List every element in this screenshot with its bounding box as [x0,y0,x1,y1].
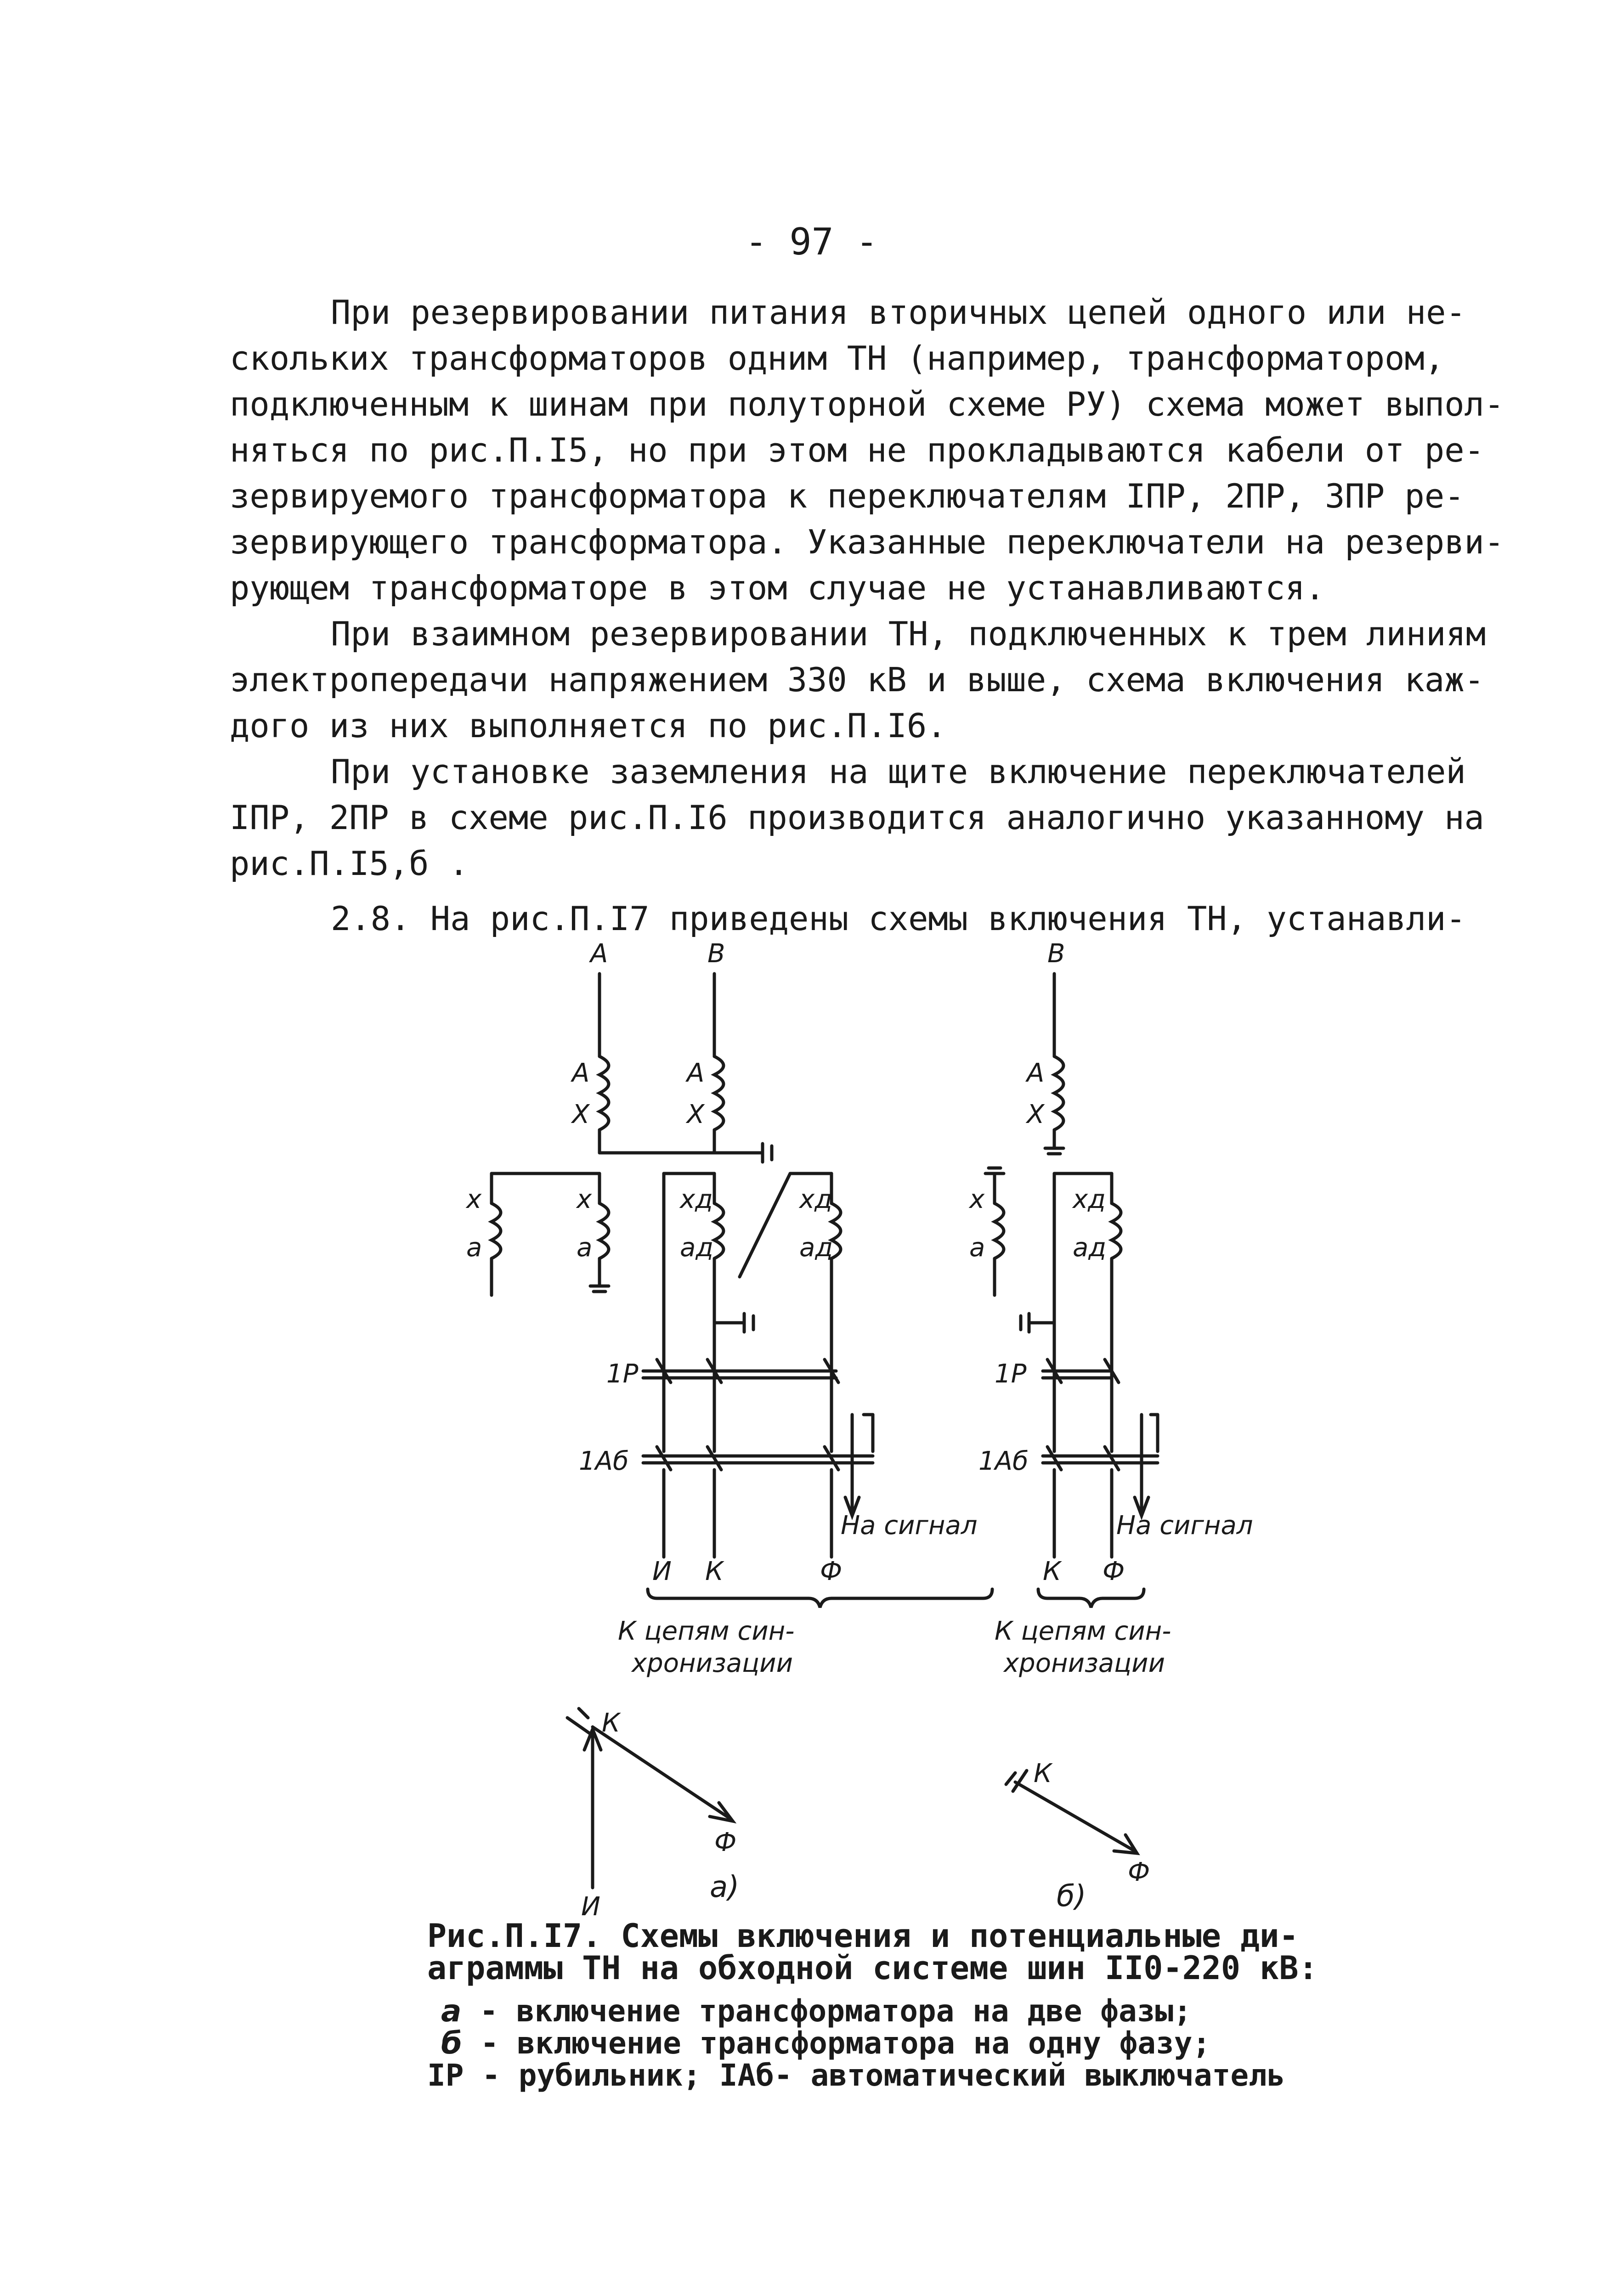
brace-a [648,1589,992,1608]
secondary-coil-1 [492,1203,501,1258]
vector-diagram-a [567,1709,733,1888]
paragraph-line: электропередачи напряжением 330 кВ и выше, схема включения каж- [230,660,1484,699]
paragraph-line: 2.8. На рис.П.I7 приведены схемы включения ТН, устанавли- [331,899,1466,938]
label-sync-a-2: хронизации [632,1648,793,1678]
label-sec-a-2: a [577,1233,593,1263]
label-auto-switch-a: 1Аб [579,1446,629,1476]
label-add-a: aд [1073,1233,1107,1263]
paragraph-line: няться по рис.П.I5, но при этом не прокладываются кабели от ре- [230,431,1484,469]
paragraph-line: зервируемого трансформатора к переключателям IПР, 2ПР, 3ПР ре- [230,477,1465,515]
label-terminal-i: И [652,1557,672,1586]
legend-text: - рубильник; IАб- автоматический выключатель [464,2058,1285,2093]
label-figure-a: а) [710,1870,740,1904]
paragraph-line: зервирующего трансформатора. Указанные переключатели на резерви- [230,523,1504,561]
label-sec-a: a [969,1233,985,1263]
label-add-a-2: aд [799,1233,833,1263]
label-winding-start-b: A [687,1058,705,1088]
label-winding-start: A [1027,1058,1045,1088]
figure-caption-line: аграммы ТН на обходной системе шин II0-220 кВ: [427,1949,1318,1987]
primary-coil [1054,1056,1063,1130]
label-add-x-2: xд [799,1185,832,1214]
label-winding-end-b: X [687,1100,705,1129]
paragraph-line: дого из них выполняется по рис.П.I6. [230,706,947,745]
legend-text: - включение трансформатора на две фазы; [461,1993,1192,2029]
legend-text: - включение трансформатора на одну фазу; [462,2025,1211,2061]
label-phase-a: A [590,939,608,969]
additional-coil [1112,1203,1121,1258]
legend-key: б [441,2025,463,2061]
label-winding-end-a: X [572,1100,590,1129]
label-sec-x-1: x [466,1185,482,1214]
vector-k-tick [579,1709,588,1718]
label-winding-start-a: A [572,1058,590,1088]
label-terminal-k: К [1043,1557,1061,1586]
label-vector-k-a: К [602,1708,620,1738]
paragraph-line: подключенным к шинам при полуторной схеме РУ) схема может выпол- [230,385,1504,423]
label-sec-x-2: x [577,1185,592,1214]
legend-item [441,1993,1192,2029]
vector-k-tick [567,1718,590,1734]
label-figure-b: б) [1057,1879,1086,1913]
label-sync-b-1: К цепям син- [995,1616,1171,1646]
label-phase-b: B [1047,939,1065,969]
legend-key: а [441,1993,462,2029]
additional-coil-1 [714,1203,724,1258]
label-sec-x: x [969,1185,985,1214]
primary-coil-b [714,1056,724,1130]
label-sync-a-1: К цепям син- [618,1616,795,1646]
legend-key: IР [427,2058,464,2093]
brace-b [1038,1589,1144,1608]
label-signal-a: На сигнал [841,1511,978,1540]
label-vector-f-a: Ф [714,1828,737,1857]
paragraph-line: IПР, 2ПР в схеме рис.П.I6 производится аналогично указанному на [230,798,1484,837]
label-breaker-b: 1Р [995,1359,1027,1389]
label-add-a-1: aд [680,1233,714,1263]
label-vector-k-b: К [1034,1759,1052,1788]
secondary-coil [995,1203,1004,1258]
label-winding-end: X [1027,1100,1045,1129]
figure-caption-line: Рис.П.I7. Схемы включения и потенциальные ди- [427,1917,1299,1955]
page-number: - 97 - [745,220,878,263]
vector-f [593,1727,730,1819]
legend-item [441,2025,1210,2061]
label-terminal-k: К [705,1557,724,1586]
paragraph-line: рующем трансформаторе в этом случае не устанавливаются. [230,569,1325,607]
label-auto-switch-b: 1Аб [978,1446,1029,1476]
paragraph-line: рис.П.I5,б . [230,844,469,883]
paragraph-line: При взаимном резервировании ТН, подключенных к трем линиям [331,615,1486,653]
paragraph-line: При установке заземления на щите включение переключателей [331,752,1466,791]
label-phase-b: B [707,939,725,969]
label-add-x-1: xд [680,1185,713,1214]
label-add-x: xд [1073,1185,1106,1214]
label-vector-f-b: Ф [1128,1857,1150,1887]
legend-item [427,2058,1285,2093]
label-terminal-f: Ф [1103,1557,1125,1586]
label-signal-b: На сигнал [1116,1511,1253,1540]
label-vector-i-a: И [581,1892,600,1922]
primary-coil-a [599,1056,609,1130]
vector-f [1015,1782,1135,1851]
label-sec-a-1: a [466,1233,482,1263]
label-breaker-a: 1Р [606,1359,639,1389]
vector-diagram-b [1006,1771,1137,1853]
label-terminal-f: Ф [820,1557,843,1586]
label-sync-b-2: хронизации [1004,1648,1165,1678]
paragraph-line: скольких трансформаторов одним ТН (например, трансформатором, [230,339,1445,378]
secondary-coil-2 [599,1203,609,1258]
additional-link [740,1173,790,1277]
paragraph-line: При резервировании питания вторичных цепей одного или не- [331,293,1466,332]
